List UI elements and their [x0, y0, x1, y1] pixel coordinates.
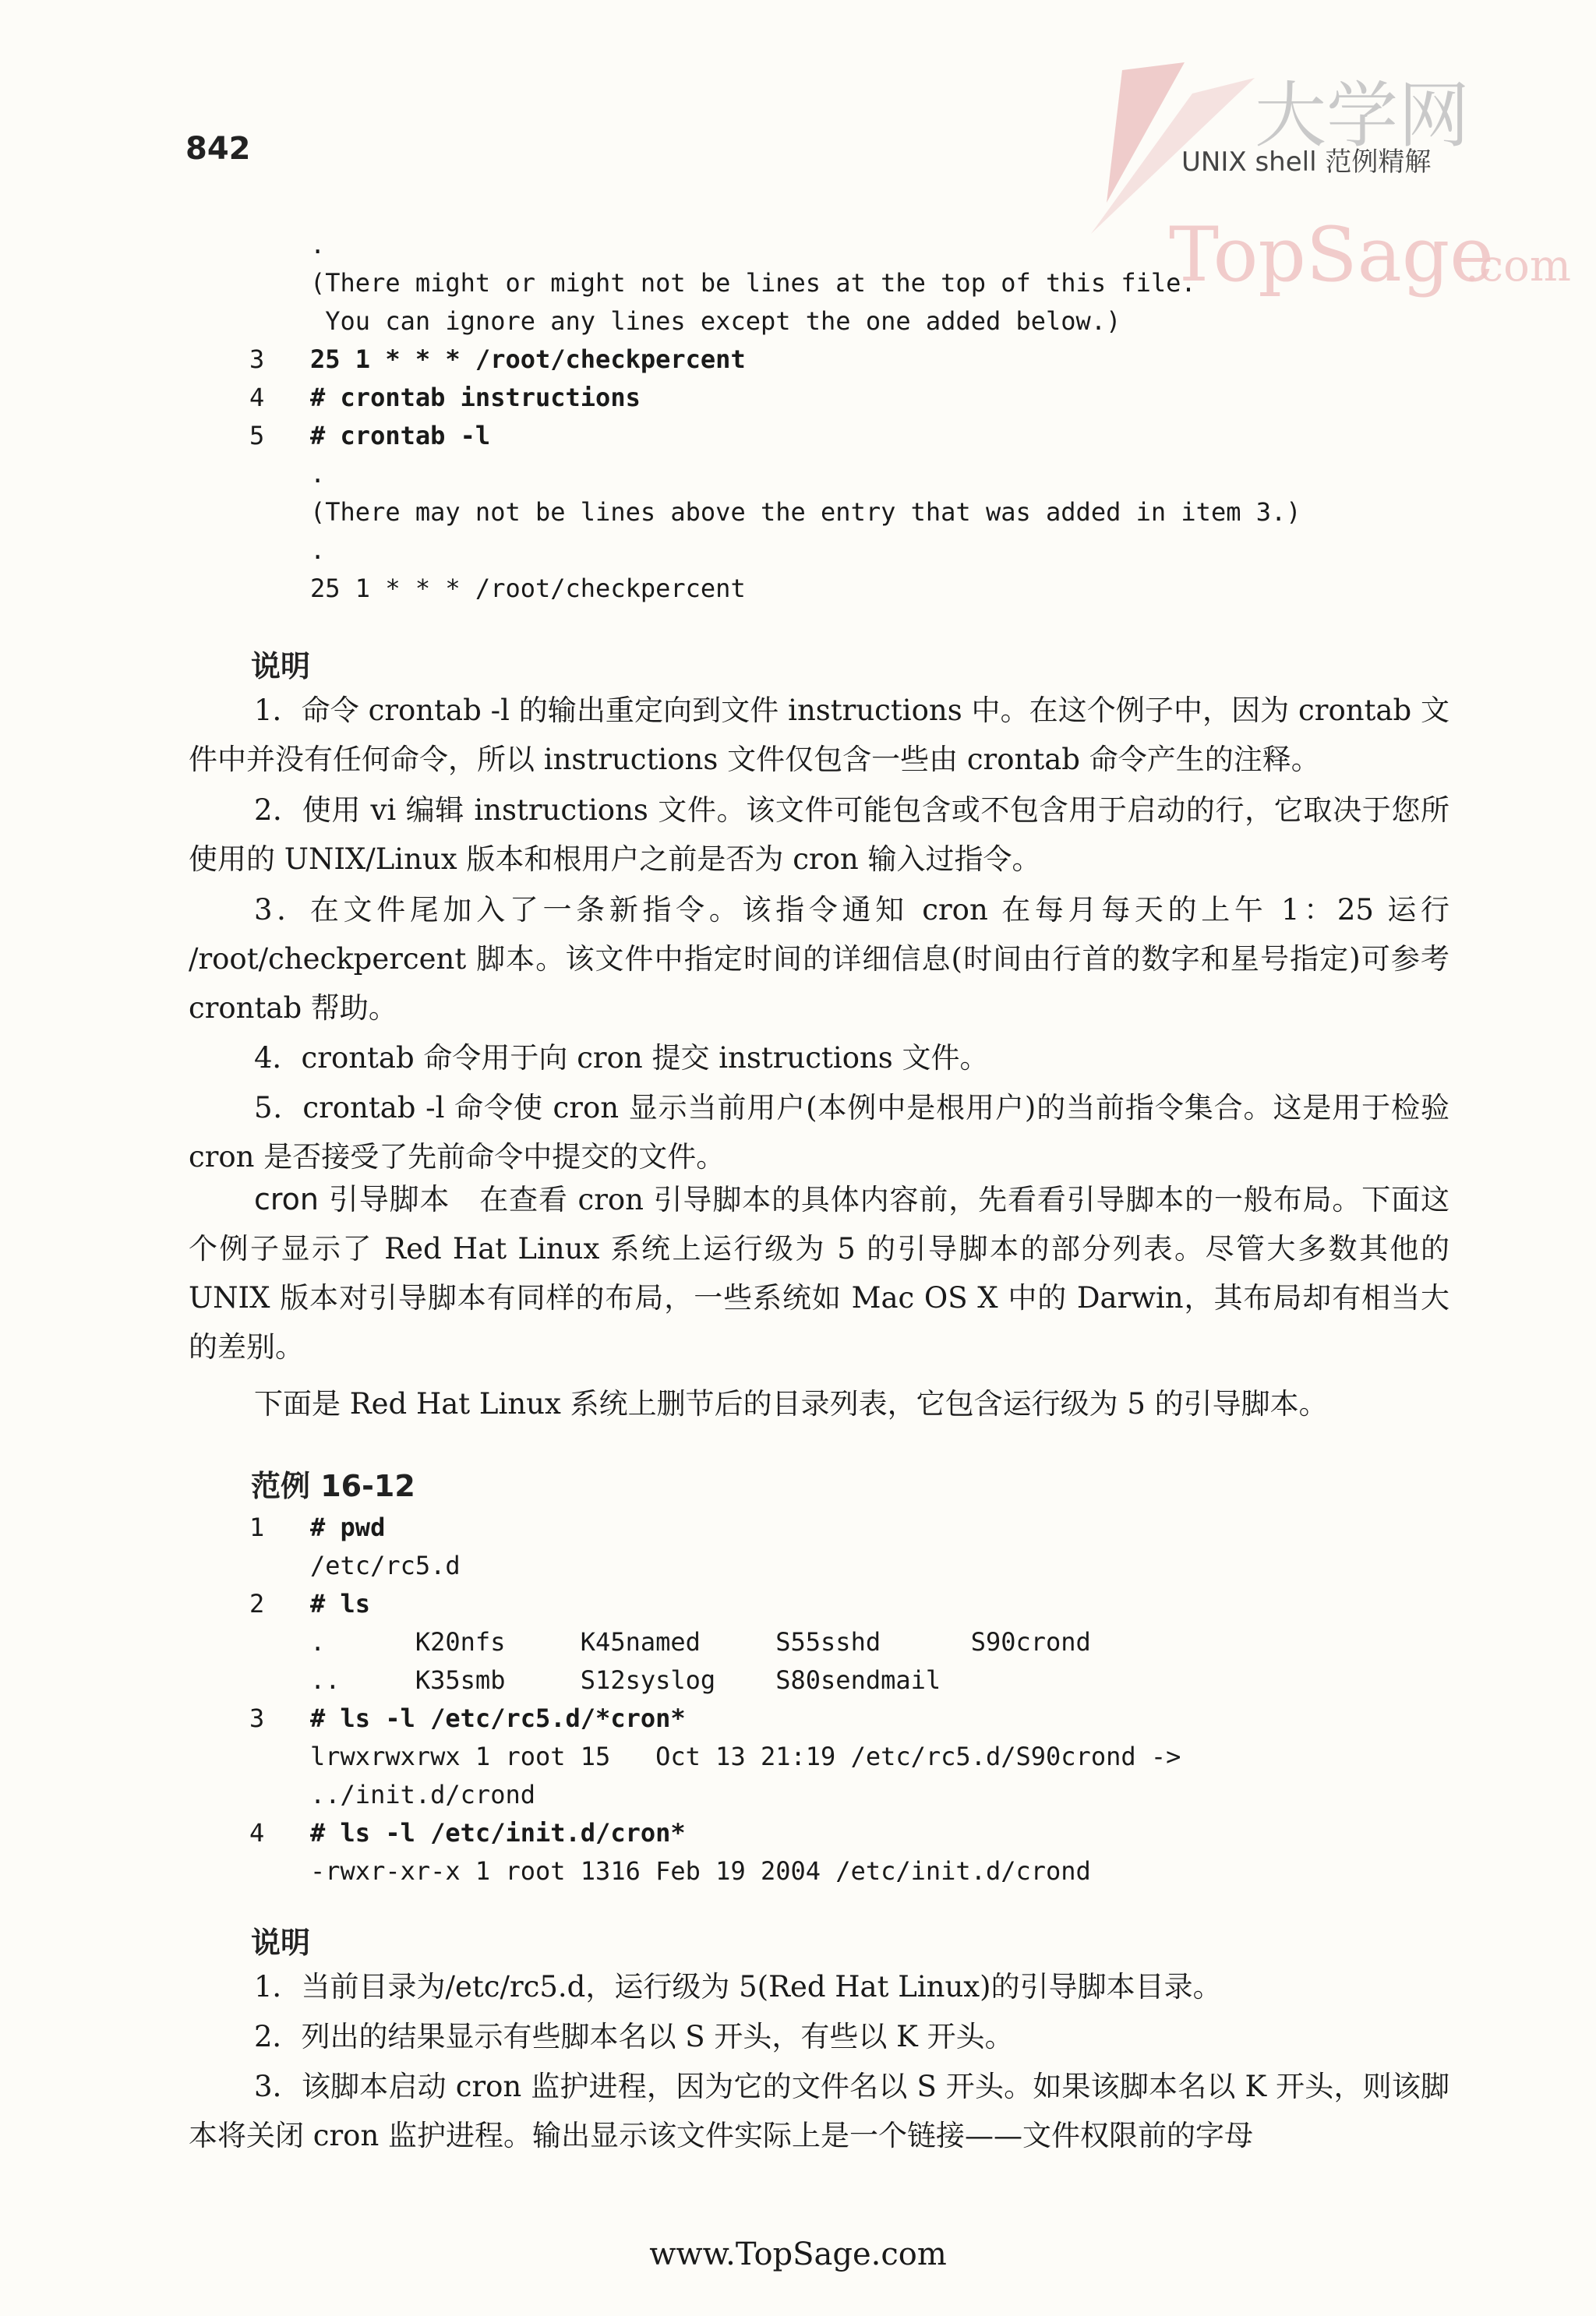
- line-number: [249, 1623, 310, 1661]
- code-line: [249, 1547, 1181, 1585]
- code-line: [249, 1661, 1181, 1700]
- line-number: [249, 1547, 310, 1585]
- code-line: [249, 1700, 1181, 1738]
- explanation-item: 1．命令 crontab -l 的输出重定向到文件 instructions 中。在这个例子中，因为 crontab 文件中并没有任何命令，所以 instructions 文件仅包含一些由 crontab 命令产生的注释。: [189, 694, 1449, 776]
- code-line: [249, 531, 1301, 570]
- line-number: [249, 1738, 310, 1776]
- line-number: 5: [249, 421, 265, 450]
- code-text: # ls -l /etc/rc5.d/*cron*: [310, 1703, 686, 1733]
- code-text: # crontab instructions: [310, 383, 641, 412]
- line-number: [249, 1661, 310, 1700]
- svg-text:TopSage: TopSage: [1169, 211, 1495, 298]
- line-number: 4: [249, 1818, 265, 1848]
- code-line: [249, 570, 1301, 608]
- code-line: [249, 1776, 1181, 1814]
- code-text: . K20nfs K45named S55sshd S90crond: [310, 1627, 1091, 1657]
- code-text: .: [310, 230, 326, 259]
- code-text: 25 1 * * * /root/checkpercent: [310, 344, 746, 374]
- code-text: -rwxr-xr-x 1 root 1316 Feb 19 2004 /etc/init.d/crond: [310, 1856, 1091, 1886]
- explanation-item: 4．crontab 命令用于向 cron 提交 instructions 文件。: [254, 1041, 989, 1075]
- line-number: [249, 493, 310, 531]
- line-number: [249, 264, 310, 302]
- explanation-item: 2．列出的结果显示有些脚本名以 S 开头，有些以 K 开头。: [254, 2020, 1014, 2053]
- code-line: [249, 1585, 1181, 1623]
- line-number: [249, 302, 310, 341]
- explanation-heading: 说明: [251, 649, 311, 683]
- code-text: lrwxrwxrwx 1 root 15 Oct 13 21:19 /etc/rc5.d/S90crond ->: [310, 1742, 1181, 1771]
- code-text: (There might or might not be lines at the top of this file.: [310, 268, 1196, 298]
- code-line: [249, 493, 1301, 531]
- code-text: (There may not be lines above the entry that was added in item 3.): [310, 497, 1301, 527]
- section-term: cron 引导脚本: [254, 1182, 450, 1216]
- code-line: [249, 1623, 1181, 1661]
- explanation-item: 2．使用 vi 编辑 instructions 文件。该文件可能包含或不包含用于启动的行，它取决于您所使用的 UNIX/Linux 版本和根用户之前是否为 cron 输入过指令。: [189, 793, 1449, 876]
- code-text: You can ignore any lines except the one added below.): [310, 306, 1121, 336]
- code-text: # pwd: [310, 1513, 386, 1542]
- footer-url: www.TopSage.com: [649, 2237, 947, 2272]
- svg-text:.com: .com: [1465, 241, 1571, 291]
- code-line: [249, 1814, 1181, 1852]
- svg-text:大学网: 大学网: [1255, 74, 1471, 157]
- code-block-crontab: [249, 226, 1301, 608]
- code-text: # crontab -l: [310, 421, 491, 450]
- code-text: /etc/rc5.d: [310, 1551, 461, 1580]
- code-line: [249, 455, 1301, 493]
- line-number: [249, 570, 310, 608]
- code-line: [249, 264, 1301, 302]
- running-title: UNIX shell 范例精解: [1181, 147, 1432, 178]
- explanation-item: 5．crontab -l 命令使 cron 显示当前用户(本例中是根用户)的当前指令集合。这是用于检验 cron 是否接受了先前命令中提交的文件。: [189, 1091, 1449, 1174]
- line-number: [249, 1776, 310, 1814]
- example-title: 范例 16-12: [251, 1469, 415, 1503]
- code-line: [249, 302, 1301, 341]
- code-line: [249, 226, 1301, 264]
- explanation-item: 3．在文件尾加入了一条新指令。该指令通知 cron 在每月每天的上午 1：25 运行 /root/checkpercent 脚本。该文件中指定时间的详细信息(时间由行首的数字和星号指定)可参考 crontab 帮助。: [189, 893, 1449, 1025]
- section-paragraph-text: 在查看 cron 引导脚本的具体内容前，先看看引导脚本的一般布局。下面这个例子显示了 Red Hat Linux 系统上运行级为 5 的引导脚本的部分列表。尽管大多数其他的 UNIX 版本对引导脚本有同样的布局，一些系统如 Mac OS X 中的 Darwin，其布局却有相当大的差别。: [189, 1183, 1450, 1364]
- section-paragraph-2: 下面是 Red Hat Linux 系统上删节后的目录列表，它包含运行级为 5 的引导脚本。: [254, 1387, 1328, 1421]
- explanation-heading-2: 说明: [251, 1926, 311, 1960]
- code-line: [249, 1509, 1181, 1547]
- code-line: [249, 1738, 1181, 1776]
- line-number: [249, 455, 310, 493]
- code-text: 25 1 * * * /root/checkpercent: [310, 574, 746, 603]
- line-number: 4: [249, 383, 265, 412]
- code-line: [249, 341, 1301, 379]
- line-number: 3: [249, 344, 265, 374]
- line-number: [249, 1852, 310, 1891]
- line-number: [249, 226, 310, 264]
- section-paragraph: [189, 1175, 1449, 1372]
- explanation-item: 3．该脚本启动 cron 监护进程，因为它的文件名以 S 开头。如果该脚本名以 K 开头，则该脚本将关闭 cron 监护进程。输出显示该文件实际上是一个链接——文件权限前的字母: [189, 2070, 1449, 2152]
- code-text: # ls: [310, 1589, 371, 1619]
- line-number: 1: [249, 1513, 265, 1542]
- code-text: .: [310, 459, 326, 489]
- code-text: # ls -l /etc/init.d/cron*: [310, 1818, 686, 1848]
- code-text: .. K35smb S12syslog S80sendmail: [310, 1665, 941, 1695]
- explanation-item: 1．当前目录为/etc/rc5.d，运行级为 5(Red Hat Linux)的引导脚本目录。: [254, 1970, 1222, 2004]
- code-text: ../init.d/crond: [310, 1780, 535, 1809]
- line-number: [249, 531, 310, 570]
- code-line: [249, 417, 1301, 455]
- line-number: 2: [249, 1589, 265, 1619]
- code-block-example: [249, 1509, 1181, 1891]
- page-number: 842: [185, 131, 251, 167]
- line-number: 3: [249, 1703, 265, 1733]
- code-line: [249, 379, 1301, 417]
- code-text: .: [310, 535, 326, 565]
- code-line: [249, 1852, 1181, 1891]
